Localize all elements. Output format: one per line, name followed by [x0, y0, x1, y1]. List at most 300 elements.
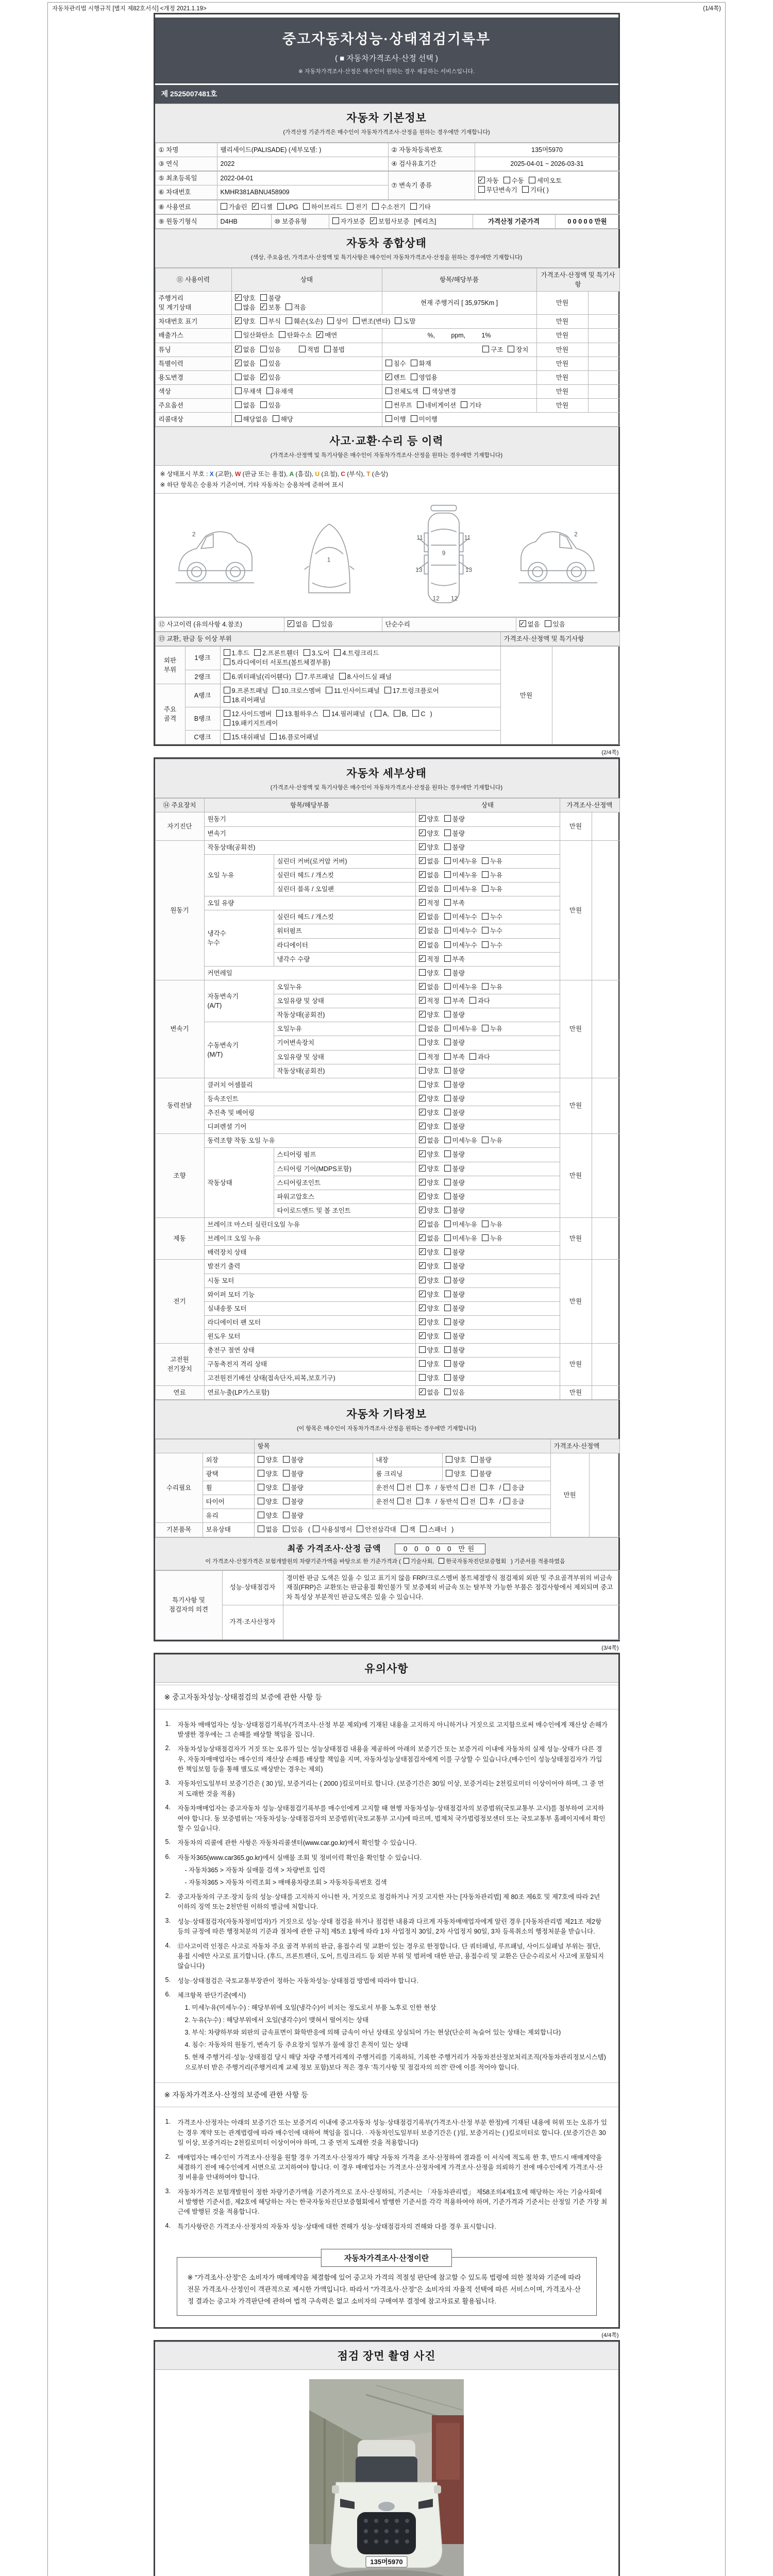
- notice-section-heading: ※ 중고자동차성능·상태점검의 보증에 관한 사항 등: [155, 1685, 618, 1709]
- form-cell: [254, 1481, 373, 1495]
- option-label: 있음: [321, 621, 333, 629]
- option-label: 전: [469, 1498, 476, 1506]
- notice-subitem: 2. 누유(누수) : 해당부위에서 오일(냉각수)이 맺혀서 떨어지는 상태: [184, 2016, 369, 2024]
- form-cell: 내장: [373, 1453, 442, 1467]
- option-label: 후: [488, 1498, 495, 1506]
- panel-damage-header: [155, 632, 620, 646]
- inspection-photos: [155, 2370, 618, 2576]
- checkbox-icon: [444, 1025, 451, 1031]
- checkbox-option: [313, 1525, 352, 1534]
- checkbox-icon: [260, 401, 267, 408]
- checkbox-option: [296, 672, 334, 682]
- checkbox-option: [444, 829, 465, 838]
- form-cell: 특기사항 및 점검자의 의견: [155, 1570, 222, 1639]
- diagram-number-label: 12: [450, 595, 458, 602]
- option-label: 양호: [427, 816, 440, 823]
- status-code-segment: U: [315, 470, 320, 478]
- checkbox-icon: [235, 387, 242, 394]
- checkbox-icon: [444, 1053, 451, 1060]
- status-code-segment: (교환),: [213, 470, 235, 478]
- form-cell: [592, 980, 619, 1078]
- checkbox-icon: [444, 815, 451, 822]
- checkbox-icon: [384, 687, 391, 693]
- form-cell: [415, 1287, 560, 1301]
- notice-item-text: 체크항목 판단기준(예시) 1. 미세누유(미세누수) : 해당부위에 오일(냉각수)이 비치는 정도로서 부품 노후로 인한 현상 2. 누유(누수) : 해당부위에서 오일(냉각수)이 맺혀서 떨어지는 상태 3. 부식: 차량하부와 외판의 금속표면이 화학반응에 의해 금속이 아닌 상태로 상실되어 가는 현상(단순히 녹슬어 있는 상태는 제외합니다) 4. 침수: 자동차의 원동기, 변속기 등 주요장치 일부가 물에 잠긴 흔적이 있는 상태 5. 현재 주행거리·성능·상태점검 당시 해당 차량 주행거리계의 주행거리를 기록하되, 기록한 주행거리가 자동차전산정보처리조직(자동차관리정보시스템)으로부터 받은 주행거리(주행거리계 교체 정보 포함)보다 적은 경우 '특기사항 및 점검자의 의견' 란에 이를 적어야 합니다.: [178, 1991, 608, 2073]
- option-label: 불량: [452, 1347, 465, 1354]
- option-label: 양호: [427, 843, 440, 851]
- option-label: 불량: [452, 816, 465, 823]
- option-label: 없음: [427, 1137, 440, 1145]
- diagram-number-label: 13: [415, 566, 423, 573]
- form-cell: 팰리세이드(PALISADE) (세부모델: ): [217, 143, 388, 157]
- checked-checkbox-icon: [419, 997, 426, 1004]
- notice-subitem: 4. 침수: 자동차의 원동기, 변속기 등 주요장치 일부가 물에 잠긴 흔적이 있는 상태: [184, 2041, 408, 2049]
- accident-subtitle: (가격조사·산정액 및 특기사항은 매수인이 자동차가격조사·산정을 원하는 경우에만 기재합니다): [270, 452, 503, 459]
- option-label: 양호: [427, 1179, 440, 1187]
- form-cell: 동력전달: [155, 1078, 204, 1134]
- option-label: 양호: [427, 1304, 440, 1312]
- checkbox-icon: [416, 1498, 423, 1504]
- option-label: 없음: [265, 1526, 278, 1534]
- form-cell: [217, 200, 619, 214]
- checkbox-icon: [224, 719, 230, 726]
- final-price-note: [157, 1557, 616, 1565]
- form-cell: [220, 707, 500, 730]
- form-cell: [415, 1385, 560, 1399]
- overall-state-table: [155, 268, 620, 427]
- checkbox-option: [323, 709, 365, 719]
- checkbox-icon: [372, 203, 379, 210]
- checkbox-icon: [444, 1291, 451, 1297]
- checked-checkbox-icon: [419, 1165, 426, 1172]
- option-label: 없음: [243, 360, 256, 367]
- checkbox-option: [444, 1053, 465, 1062]
- checkbox-option: [519, 620, 540, 629]
- form-cell: ⑬ 교환, 판금 등 이상 부위: [155, 632, 500, 646]
- option-label: 불량: [452, 1333, 465, 1341]
- form-cell: 연료: [155, 1385, 204, 1399]
- checkbox-option: [235, 345, 256, 354]
- notice-item-text: 자동차매매업자는 중고자동차 성능·상태점검기록부를 매수인에게 고지할 때 현행 자동차성능·상태점검자의 보증범위(국토교통부 고시)를 첨부하여 고지하여야 합니다. 동 보증범위는 '자동차성능·상태점검자의 보증범위'(국토교통부 고시)에 따르며, 법제처 국가법령정보센터 또는 국토교통부 홈페이지에서 확인할 수 있습니다.: [177, 1805, 606, 1832]
- checkbox-option: [375, 709, 389, 719]
- option-label: 화재: [418, 360, 431, 367]
- option-label: 미세누유: [452, 1137, 477, 1145]
- form-cell: [415, 883, 560, 896]
- checkbox-option: [444, 1178, 465, 1188]
- checkbox-icon: [444, 1388, 451, 1395]
- notice-item: [165, 2153, 608, 2183]
- checkbox-option: [444, 1248, 465, 1257]
- option-label: 미세누유: [452, 871, 477, 879]
- form-cell: [415, 1036, 560, 1050]
- option-label: 13.휠하우스: [284, 710, 318, 718]
- notice-item-text: 성능·상태점검자(자동차정비업자)가 거짓으로 성능·상태 점검을 하거나 점검한 내용과 다르게 자동차매매업자에게 알린 경우 [자동차관리법 제21조 제2항 등의 규정에 따른 행정처분의 기준과 절차에 관한 규칙] 제5조 1항에 따라 1차 사업정지 30일, 2차 사업정지 90일, 3차 등록취소의 행정처분을 받습니다.: [177, 1918, 602, 1936]
- option-text: /: [499, 1484, 501, 1492]
- checkbox-icon: [235, 303, 242, 310]
- checkbox-option: [419, 829, 440, 838]
- checkbox-icon: [277, 203, 284, 210]
- form-cell: 워터펌프: [274, 924, 415, 938]
- option-label: 없음: [243, 402, 256, 409]
- checkbox-icon: [266, 387, 273, 394]
- form-cell: 원동기: [204, 812, 415, 826]
- checkbox-option: [419, 815, 440, 824]
- checkbox-option: [419, 1038, 440, 1047]
- option-label: 전: [469, 1484, 476, 1492]
- status-code-segment: (흠집),: [294, 470, 315, 478]
- form-cell: 전기: [155, 1260, 204, 1344]
- checked-checkbox-icon: [419, 1318, 426, 1325]
- option-text: (: [369, 710, 372, 718]
- notice-section-heading: ※ 자동차가격조사·산정의 보증에 관한 사항 등: [155, 2082, 618, 2107]
- form-cell: ⑪ 사용이력: [155, 268, 231, 291]
- option-label: 불법: [332, 346, 345, 353]
- option-label: 후: [424, 1484, 431, 1492]
- option-label: 기타: [418, 203, 431, 211]
- option-label: 불량: [452, 1109, 465, 1117]
- notice-item-number: 5.: [165, 1838, 171, 1846]
- basic-info-subtitle: (가격산정 기준가격은 매수인이 자동차가격조사·산정을 원하는 경우에만 기재합니다): [283, 129, 490, 135]
- form-cell: 동력조향 작동 오일 누유: [204, 1134, 415, 1148]
- option-label: 없음: [427, 871, 440, 879]
- form-cell: 자기진단: [155, 812, 204, 840]
- checkbox-icon: [444, 1234, 451, 1241]
- page-1-box: [154, 13, 620, 746]
- notice-subitem: - 자동차365 > 자동차 이력조회 > 매매용차량조회 > 자동차등록번호 검색: [184, 1879, 387, 1887]
- checkbox-icon: [444, 927, 451, 934]
- checkbox-option: [482, 941, 502, 950]
- form-cell: [592, 840, 619, 980]
- option-label: 양호: [265, 1498, 278, 1506]
- notice-subitem: 5. 현재 주행거리·성능·상태점검 당시 해당 차량 주행거리계의 주행거리를 기록하되, 기록한 주행거리가 자동차전산정보처리조직(자동차관리정보시스템)으로부터 받은 주행거리(주행거리계 교체 정보 포함)보다 적은 경우 '특기사항 및 점검자의 의견' 란에 이를 적어야 합니다.: [184, 2054, 606, 2072]
- option-label: 6.쿼터패널(리어휀다): [231, 673, 291, 681]
- checkbox-icon: [529, 177, 535, 183]
- option-label: 양호: [427, 1249, 440, 1257]
- option-label: 전기: [355, 203, 368, 211]
- top-reference-line: [48, 3, 725, 13]
- diagram-number-label: 11: [416, 534, 423, 541]
- form-cell: 작동상태(공회전): [274, 1064, 415, 1078]
- checkbox-option: [419, 1053, 440, 1062]
- checkbox-option: [482, 1220, 502, 1229]
- checkbox-option: [411, 359, 431, 368]
- checkbox-option: [461, 1497, 476, 1506]
- form-cell: [231, 370, 382, 384]
- checkbox-option: [260, 303, 281, 312]
- checkbox-icon: [260, 294, 267, 301]
- checked-checkbox-icon: [260, 303, 267, 310]
- checkbox-icon: [419, 1360, 426, 1367]
- notice-title: 유의사항: [364, 1663, 409, 1675]
- form-cell: [231, 399, 382, 413]
- form-cell: [231, 329, 382, 343]
- checkbox-icon: [313, 1526, 320, 1532]
- checkbox-icon: [444, 1304, 451, 1311]
- form-cell: 구동축전지 격리 상태: [204, 1358, 415, 1371]
- checkbox-icon: [444, 1346, 451, 1353]
- checkbox-icon: [482, 885, 489, 892]
- checkbox-icon: [444, 1123, 451, 1129]
- option-label: 부식: [268, 318, 281, 326]
- option-label: 불량: [452, 1277, 465, 1284]
- form-cell: [415, 980, 560, 994]
- checkbox-icon: [339, 673, 346, 680]
- checkbox-icon: [446, 1470, 452, 1477]
- checkbox-option: [444, 1318, 465, 1327]
- checkbox-icon: [324, 346, 331, 352]
- accident-title: 사고·교환·수리 등 이력: [329, 435, 444, 448]
- form-cell: [415, 1330, 560, 1344]
- checkbox-icon: [444, 913, 451, 920]
- checkbox-icon: [385, 387, 392, 394]
- form-cell: [415, 1176, 560, 1190]
- checkbox-option: [419, 1388, 440, 1397]
- notice-item: [165, 1991, 608, 2073]
- checkbox-icon: [461, 401, 467, 408]
- checkbox-icon: [224, 696, 230, 703]
- form-cell: [588, 343, 619, 357]
- checkbox-option: [446, 1469, 466, 1479]
- form-cell: [415, 1274, 560, 1287]
- notice-item-text: ⑫사고이력 인정은 사고로 자동차 주요 골격 부위의 판금, 용접수리 및 교환이 있는 경우로 한정합니다. 단 쿼터패널, 루프패널, 사이드실패널 부위는 절단, 용접 시에만 사고로 표기합니다. (후드, 프론트펜더, 도어, 트렁크리드 등 외판 부위 및 범퍼에 대한 판금, 용접수리 및 교환은 단순수리로서 사고에 포함되지 않습니다): [177, 1942, 604, 1970]
- etc-info-table: [155, 1439, 618, 1537]
- checkbox-option: [522, 185, 549, 195]
- checkbox-option: [326, 686, 380, 696]
- checkbox-option: [258, 1525, 278, 1534]
- checkbox-icon: [276, 710, 283, 717]
- form-cell: [415, 1148, 560, 1162]
- car-diagram-row: [155, 494, 618, 617]
- option-text: ) 기준서를 적용하였음: [511, 1558, 565, 1565]
- option-label: 불량: [452, 1081, 465, 1089]
- checkbox-option: [503, 1497, 524, 1506]
- checkbox-icon: [404, 1558, 409, 1564]
- option-label: 양호: [427, 1375, 440, 1382]
- form-cell: ④ 검사유효기간: [388, 157, 475, 171]
- checkbox-option: [444, 1220, 477, 1229]
- checkbox-option: [419, 1178, 440, 1188]
- form-cell: 클러치 어셈블리: [204, 1078, 415, 1092]
- checkbox-option: [469, 1053, 490, 1062]
- checkbox-icon: [296, 673, 303, 680]
- checked-checkbox-icon: [478, 177, 485, 183]
- form-cell: 추진축 및 베어링: [204, 1106, 415, 1120]
- checkbox-option: [260, 359, 281, 368]
- checkbox-icon: [420, 1526, 427, 1532]
- form-cell: [415, 1344, 560, 1358]
- form-cell: [592, 1260, 619, 1344]
- option-text: /: [435, 1484, 438, 1492]
- checkbox-icon: [279, 331, 285, 338]
- form-cell: 시동 모터: [204, 1274, 415, 1287]
- checkbox-option: [334, 649, 379, 658]
- form-cell: [415, 1106, 560, 1120]
- checkbox-option: [235, 387, 262, 396]
- accident-history-row: [155, 617, 620, 632]
- form-cell: 135머5970: [475, 143, 619, 157]
- final-price-band: [155, 1537, 618, 1570]
- option-label: 불량: [291, 1456, 304, 1464]
- form-cell: C랭크: [185, 731, 220, 744]
- detail-state-table: [155, 798, 620, 1399]
- notice-item: [165, 1853, 608, 1888]
- form-cell: 오일유량 및 상태: [274, 1050, 415, 1064]
- form-cell: 성능·상태점검자: [222, 1570, 283, 1605]
- checked-checkbox-icon: [370, 217, 377, 224]
- checked-checkbox-icon: [235, 360, 242, 366]
- checkbox-option: [419, 1290, 440, 1299]
- form-cell: B랭크: [185, 707, 220, 730]
- checkbox-icon: [444, 955, 451, 962]
- checkbox-option: [444, 1262, 465, 1271]
- notice-item: [165, 1804, 608, 1834]
- checked-checkbox-icon: [419, 885, 426, 892]
- checkbox-option: [482, 926, 502, 936]
- option-label: 미세누수: [452, 913, 477, 921]
- option-label: 전체도색: [393, 387, 418, 395]
- form-cell: [231, 292, 382, 315]
- form-cell: 튜닝: [155, 343, 231, 357]
- checkbox-icon: [419, 1053, 426, 1060]
- form-cell: 수동변속기 (M/T): [204, 1022, 274, 1078]
- form-cell: [415, 868, 560, 882]
- checkbox-icon: [235, 374, 242, 380]
- checked-checkbox-icon: [419, 983, 426, 990]
- form-cell: [588, 370, 619, 384]
- checkbox-icon: [254, 649, 261, 656]
- form-cell: 제동: [155, 1218, 204, 1260]
- checkbox-icon: [471, 1456, 478, 1463]
- form-cell: 현재 주행거리 [ 35,975Km ]: [382, 292, 536, 315]
- option-label: 없음: [427, 886, 440, 893]
- option-label: 불량: [452, 1263, 465, 1270]
- notice-item-text: 매매업자는 매수인이 가격조사·산정을 원할 경우 가격조사·산정자가 해당 자동차 가격을 조사·산정하여 결과를 이 서식에 적도록 한 후, 반드시 매매계약을 체결하기 전에 매수인에게 서면으로 고지하여야 합니다. 이 경우 매매업자는 가격조사·산정자에게 가격조사·산정을 의뢰하기 전에 매수인에게 가격조사·산정 비용을 안내하여야 합니다.: [177, 2154, 603, 2181]
- checkbox-option: [444, 926, 477, 936]
- status-code-segment: T: [366, 470, 371, 478]
- form-cell: [588, 399, 619, 413]
- checked-checkbox-icon: [419, 1262, 426, 1269]
- checkbox-icon: [397, 1498, 404, 1504]
- diagram-note: ※ 하단 항목은 승용차 기준이며, 기타 자동차는 승용차에 준하여 표시: [160, 481, 344, 488]
- photo-title: 점검 장면 촬영 사진: [337, 2350, 436, 2363]
- diagram-number-label: 12: [432, 595, 440, 602]
- form-cell: 2022: [217, 157, 388, 171]
- checkbox-icon: [283, 1470, 290, 1477]
- checkbox-option: [412, 709, 425, 719]
- panel-damage-header: [155, 632, 618, 646]
- option-label: A,: [382, 710, 389, 718]
- checkbox-option: [260, 401, 281, 410]
- option-label: 많음: [243, 304, 256, 312]
- checkbox-option: [444, 1290, 465, 1299]
- form-cell: 용도변경: [155, 370, 231, 384]
- checkbox-option: [444, 843, 465, 852]
- checkbox-icon: [273, 415, 279, 422]
- notice-item-number: 3.: [165, 1917, 171, 1924]
- document-column: [154, 13, 620, 2576]
- form-cell: [592, 1344, 619, 1385]
- checkbox-icon: [444, 1165, 451, 1172]
- form-cell: [382, 357, 536, 370]
- checkbox-option: [419, 969, 440, 978]
- option-label: 영업용: [418, 374, 438, 381]
- option-label: 양호: [265, 1512, 278, 1520]
- checked-checkbox-icon: [419, 941, 426, 948]
- form-cell: 가격산정 기준가격: [473, 214, 555, 228]
- checkbox-icon: [224, 710, 230, 717]
- form-cell: 등속조인트: [204, 1092, 415, 1106]
- checkbox-icon: [480, 1498, 487, 1504]
- price-definition-body: ※ "가격조사·산정"은 소비자가 매매계약을 체결함에 있어 중고차 가격의 적절성 판단에 참고할 수 있도록 법령에 의한 절차와 기준에 따라 전문 가격조사·산정인이 객관적으로 제시한 가액입니다. 따라서 "가격조사·산정"은 소비자의 자율적 선택에 따른 서비스이며, 가격조사·산정 결과는 중고차 가격판단에 관하여 법적 구속력은 없고 소비자의 구매여부 결정에 참고자료로 활용됩니다.: [187, 2274, 581, 2305]
- checkbox-icon: [419, 1346, 426, 1353]
- option-label: 미세누유: [452, 886, 477, 893]
- option-label: 불량: [452, 1304, 465, 1312]
- checkbox-option: [444, 857, 477, 866]
- checkbox-icon: [444, 1318, 451, 1325]
- checkbox-icon: [444, 1150, 451, 1157]
- form-cell: 브레이크 마스터 실린더오일 누유: [204, 1218, 415, 1232]
- checkbox-option: [480, 1483, 495, 1493]
- option-label: 16.플로어패널: [278, 734, 318, 741]
- checked-checkbox-icon: [419, 815, 426, 822]
- checked-checkbox-icon: [419, 857, 426, 864]
- checked-checkbox-icon: [419, 1221, 426, 1227]
- option-label: 응급: [512, 1484, 525, 1492]
- checkbox-icon: [444, 1179, 451, 1185]
- form-cell: [415, 840, 560, 854]
- checkbox-option: [444, 955, 465, 964]
- checkbox-icon: [444, 997, 451, 1004]
- option-text: /: [499, 1498, 501, 1506]
- status-code-segment: C: [341, 470, 345, 478]
- checkbox-icon: [444, 1137, 451, 1143]
- form-cell: [475, 172, 619, 199]
- checkbox-option: [394, 709, 408, 719]
- checkbox-option: [444, 1234, 477, 1243]
- checkbox-option: [444, 1332, 465, 1341]
- checkbox-option: [260, 373, 281, 382]
- form-cell: [415, 854, 560, 868]
- notice-item-number: 1.: [165, 2118, 171, 2126]
- checkbox-option: [420, 1525, 447, 1534]
- checkbox-option: [482, 345, 503, 354]
- option-label: 불량: [452, 969, 465, 977]
- checkbox-option: [353, 317, 391, 326]
- notice-item-number: 4.: [165, 2222, 171, 2229]
- checkbox-icon: [260, 360, 267, 366]
- option-label: 해당없음: [243, 416, 268, 423]
- checked-checkbox-icon: [419, 1179, 426, 1185]
- option-label: 훼손(오손): [293, 318, 323, 326]
- notice-item-number: 4.: [165, 1804, 171, 1811]
- checkbox-icon: [394, 710, 400, 717]
- form-cell: 기어변속장치: [274, 1036, 415, 1050]
- checkbox-icon: [412, 710, 419, 717]
- checkbox-icon: [444, 969, 451, 976]
- checkbox-option: [469, 996, 490, 1006]
- checked-checkbox-icon: [419, 955, 426, 962]
- option-label: 누유: [490, 1025, 503, 1033]
- option-label: 2.프론트휀더: [262, 650, 299, 657]
- form-cell: 실린더 블록 / 오일팬: [274, 883, 415, 896]
- option-label: 미이행: [418, 416, 438, 423]
- checkbox-option: [419, 1360, 440, 1369]
- option-text: 동반석: [440, 1498, 459, 1506]
- option-label: 불량: [291, 1498, 304, 1506]
- option-label: 미세누수: [452, 927, 477, 935]
- car-diagram-front: [283, 500, 376, 611]
- checkbox-option: [332, 217, 365, 226]
